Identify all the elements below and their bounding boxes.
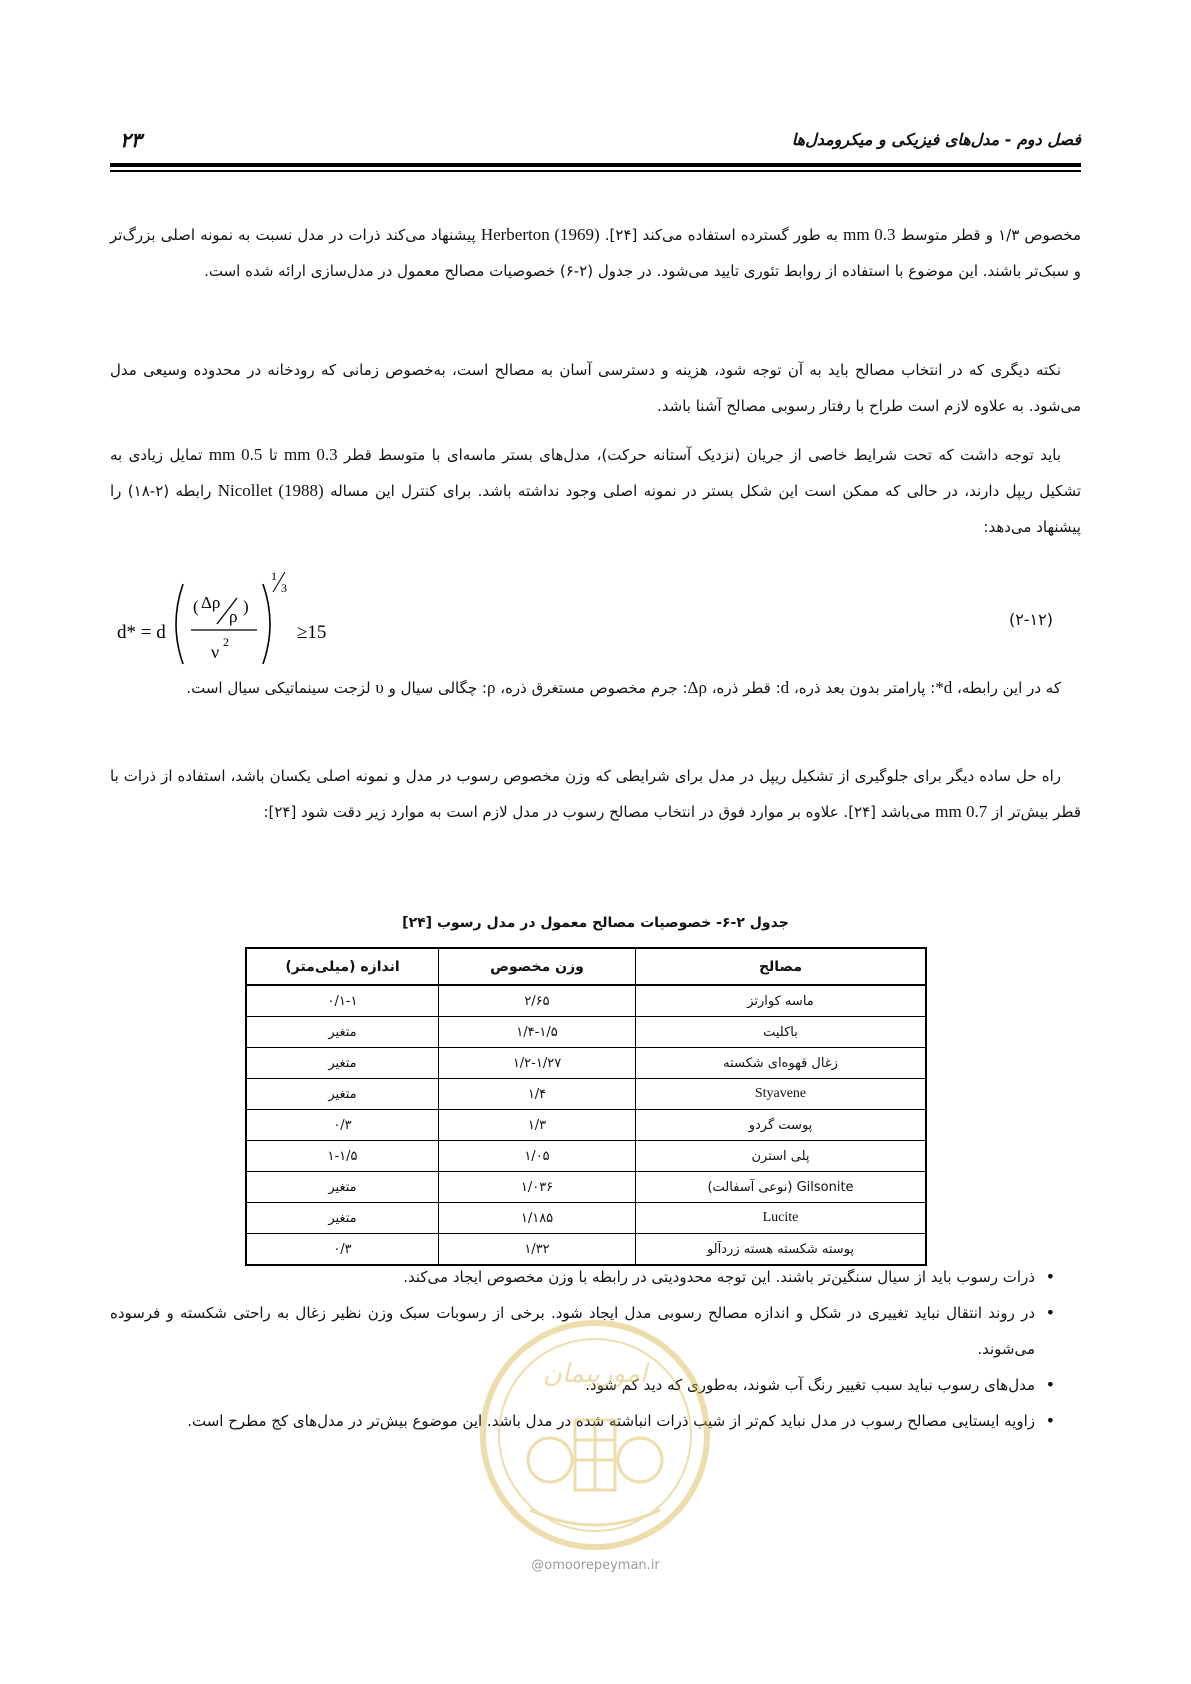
cell-weight: ۱/۳۲ xyxy=(439,1234,636,1266)
latin-term: 0.7 mm xyxy=(935,802,988,821)
eq-den-nu: ν xyxy=(211,642,220,662)
header-rule-thin xyxy=(110,170,1081,172)
paragraph-1 xyxy=(110,217,1081,289)
latin-term: Herberton (1969) xyxy=(480,225,600,244)
list-item: • در روند انتقال نباید تغییری در شکل و اندازه مصالح رسوبی مدل ایجاد شود. برخی از رسوبات سبک وزن نظیر زغال به راحتی شکسته و فرسوده می‌شوند. xyxy=(110,1295,1055,1367)
eq-rhs: ≥15 xyxy=(297,622,327,643)
text: : چگالی سیال و xyxy=(383,679,487,697)
eq-exp-3: 3 xyxy=(281,581,287,595)
watermark-logo-text: امورپیمان xyxy=(542,1359,648,1389)
cell-material: باکلیت xyxy=(636,1017,927,1048)
paragraph-5 xyxy=(110,758,1081,830)
watermark-url: @omoorepeyman.ir xyxy=(531,1558,660,1573)
list-item: • زاویه ایستایی مصالح رسوب در مدل نباید کم‌تر از شیب ذرات انباشته شده در مدل باشد. این موضوع بیش‌تر در مدل‌های کج مطرح است. xyxy=(110,1403,1055,1439)
cell-weight: ۱/۲-۱/۲۷ xyxy=(439,1048,636,1079)
text: که در این رابطه، xyxy=(952,679,1061,697)
list-item: • ذرات رسوب باید از سیال سنگین‌تر باشند. این توجه محدودیتی در رابطه با وزن مخصوص ایجاد می‌کند. xyxy=(110,1259,1055,1295)
page-number: ۲۳ xyxy=(120,128,142,152)
cell-weight: ۱/۴ xyxy=(439,1079,636,1110)
running-header xyxy=(110,128,1081,158)
latin-term: Nicollet (1988) xyxy=(217,481,324,500)
eq-num-open: ( xyxy=(193,597,199,616)
eq-num-delta: Δρ xyxy=(201,593,221,612)
paragraph-4 xyxy=(110,670,1081,706)
symbol: d xyxy=(780,678,790,697)
symbol: Δρ xyxy=(687,678,707,697)
symbol: d* xyxy=(935,678,953,697)
table-header-row xyxy=(246,948,926,985)
table-row xyxy=(246,1172,926,1203)
table-row xyxy=(246,1110,926,1141)
cell-weight: ۲/۶۵ xyxy=(439,985,636,1017)
col-header-weight: وزن مخصوص xyxy=(439,948,636,985)
text: تا xyxy=(262,446,284,464)
text: : قطر ذره، xyxy=(706,679,781,697)
text: رابطه (۲-۱۸) را پیشنهاد می‌دهد: xyxy=(110,482,1081,536)
paragraph-3 xyxy=(110,437,1081,545)
text: مخصوص ۱/۳ و قطر متوسط xyxy=(895,226,1081,244)
text: تمایل زیادی به تشکیل ریپل دارند، در حالی که ممکن است این شکل بستر در نمونه اصلی وجود نداشته باشد. برای کنترل این مساله xyxy=(110,446,1082,500)
paragraph-2 xyxy=(110,352,1081,424)
cell-size: متغیر xyxy=(246,1079,439,1110)
table-row xyxy=(246,1203,926,1234)
table-row xyxy=(246,985,926,1017)
table-caption: جدول ۲-۶- خصوصیات مصالح معمول در مدل رسوب [۲۴] xyxy=(402,915,789,931)
cell-weight: ۱/۰۵ xyxy=(439,1141,636,1172)
eq-num-rho: ρ xyxy=(229,607,238,626)
latin-term: 0.5 mm xyxy=(208,445,263,464)
symbol: ρ xyxy=(486,678,496,697)
text: لزجت سینماتیکی سیال است. xyxy=(186,679,376,697)
cell-weight: ۱/۱۸۵ xyxy=(439,1203,636,1234)
watermark-logo xyxy=(470,1310,720,1560)
materials-table xyxy=(245,947,927,1266)
cell-weight: ۱/۰۳۶ xyxy=(439,1172,636,1203)
text: به طور گسترده استفاده می‌کند [۲۴]. xyxy=(599,226,844,244)
equation xyxy=(113,562,373,674)
paragraph-text: نکته دیگری که در انتخاب مصالح باید به آن توجه شود، هزینه و دسترسی آسان به مصالح است، به‌خصوص زمانی که رودخانه در محدوده وسیعی مدل می‌شود. به علاوه لازم است طراح با رفتار رسوبی مصالح آشنا باشد. xyxy=(110,361,1081,415)
header-rule-thick xyxy=(110,163,1081,167)
eq-big-left-paren xyxy=(176,584,183,664)
text: پیشنهاد می‌کند ذرات در مدل نسبت به نمونه اصلی بزرگ‌تر و سبک‌تر باشند. این موضوع با استفاده از روابط تئوری تایید می‌شود. در جدول (۲-۶) خصوصیات مصالح معمول در مدل‌سازی ارائه شده است. xyxy=(110,226,1081,280)
col-header-material: مصالح xyxy=(636,948,927,985)
list-item: • مدل‌های رسوب نباید سبب تغییر رنگ آب شوند، به‌طوری که دید کم شود. xyxy=(110,1367,1055,1403)
cell-size: متغیر xyxy=(246,1017,439,1048)
cell-size: ۰/۳ xyxy=(246,1234,439,1266)
text: باید توجه داشت که تحت شرایط خاصی از جریان (نزدیک آستانه حرکت)، مدل‌های بستر ماسه‌ای با متوسط قطر xyxy=(337,446,1062,464)
cell-weight: ۱/۳ xyxy=(439,1110,636,1141)
eq-exp-1: 1 xyxy=(271,569,277,583)
cell-material: ماسه کوارتز xyxy=(636,985,927,1017)
equation-number: (۲-۱۲) xyxy=(1008,610,1053,629)
eq-big-right-paren xyxy=(263,584,270,664)
cell-weight: ۱/۴-۱/۵ xyxy=(439,1017,636,1048)
latin-term: 0.3 mm xyxy=(843,225,896,244)
cell-material: پوست گردو xyxy=(636,1110,927,1141)
chapter-title: فصل دوم - مدل‌های فیزیکی و میکرومدل‌ها xyxy=(791,130,1081,149)
cell-size: متغیر xyxy=(246,1203,439,1234)
cell-size: ۱-۱/۵ xyxy=(246,1141,439,1172)
eq-lhs: d* = d xyxy=(117,622,166,643)
cell-material: پلی استرن xyxy=(636,1141,927,1172)
cell-size: متغیر xyxy=(246,1048,439,1079)
eq-den-exp: 2 xyxy=(223,635,229,649)
text: راه حل ساده دیگر برای جلوگیری از تشکیل ریپل در مدل برای شرایطی که وزن مخصوص رسوب در مدل و نمونه اصلی یکسان باشد، استفاده از ذرات با قطر بیش‌تر از xyxy=(110,767,1081,821)
table-row xyxy=(246,1141,926,1172)
cell-material: Styavene xyxy=(636,1079,927,1110)
text: : جرم مخصوص مستغرق ذره، xyxy=(495,679,688,697)
cell-size: متغیر xyxy=(246,1172,439,1203)
cell-material: Lucite xyxy=(636,1203,927,1234)
cell-material: پوسته شکسته هسته زردآلو xyxy=(636,1234,927,1266)
cell-material: Gilsonite (نوعی آسفالت) xyxy=(636,1172,927,1203)
table-row xyxy=(246,1048,926,1079)
latin-term: 0.3 mm xyxy=(284,445,338,464)
symbol: υ xyxy=(375,678,384,697)
eq-num-close: ) xyxy=(243,597,249,616)
text: می‌باشد [۲۴]. علاوه بر موارد فوق در انتخاب مصالح رسوب در مدل لازم است به موارد زیر دقت شود [۲۴]: xyxy=(263,803,936,821)
text: : پارامتر بدون بعد ذره، xyxy=(789,679,936,697)
table-row xyxy=(246,1017,926,1048)
cell-material: زغال قهوه‌ای شکسته xyxy=(636,1048,927,1079)
cell-size: ۰/۱-۱ xyxy=(246,985,439,1017)
col-header-size: اندازه (میلی‌متر) xyxy=(246,948,439,985)
cell-size: ۰/۳ xyxy=(246,1110,439,1141)
table-row xyxy=(246,1079,926,1110)
